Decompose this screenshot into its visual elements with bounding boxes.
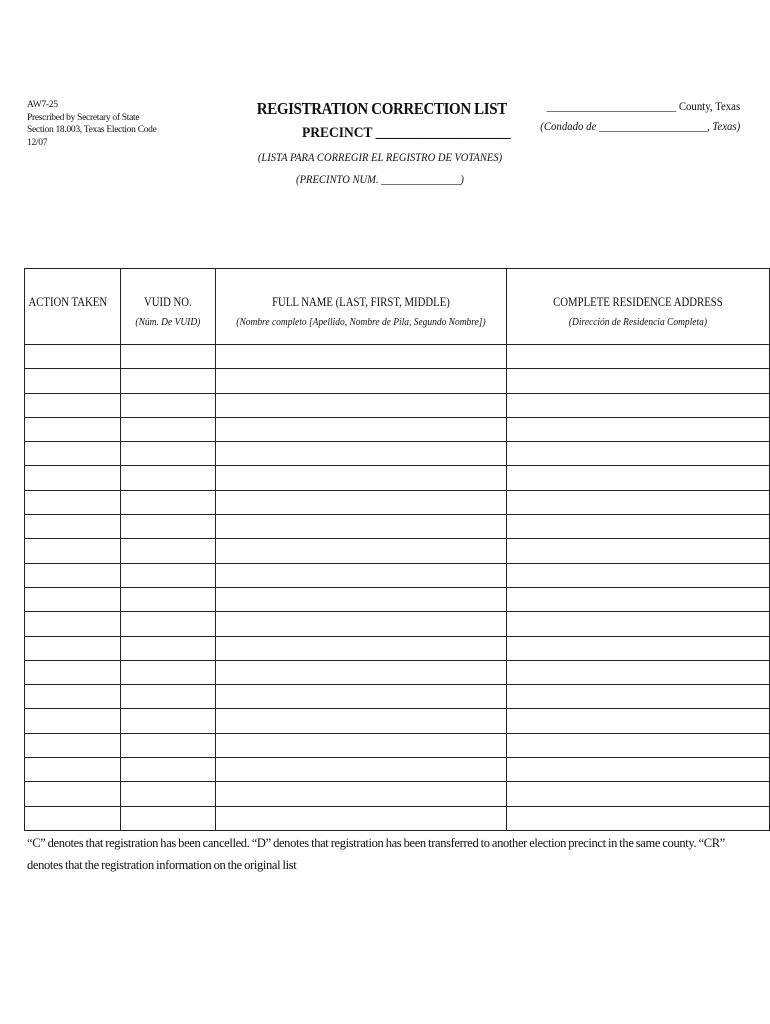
table-row bbox=[25, 490, 770, 514]
vuid-cell[interactable] bbox=[121, 636, 216, 660]
table-row bbox=[25, 709, 770, 733]
full-name-cell[interactable] bbox=[216, 733, 507, 757]
column-sublabel: (Dirección de Residencia Completa) bbox=[569, 316, 708, 328]
table-row bbox=[25, 782, 770, 806]
action-taken-cell[interactable] bbox=[25, 685, 121, 709]
address-cell[interactable] bbox=[507, 612, 770, 636]
table-row bbox=[25, 539, 770, 563]
column-sublabel: (Núm. De VUID) bbox=[135, 316, 201, 328]
full-name-cell[interactable] bbox=[216, 636, 507, 660]
address-cell[interactable] bbox=[507, 515, 770, 539]
action-taken-cell[interactable] bbox=[25, 345, 121, 369]
address-cell[interactable] bbox=[507, 466, 770, 490]
full-name-cell[interactable] bbox=[216, 417, 507, 441]
vuid-cell[interactable] bbox=[121, 442, 216, 466]
spanish-precinct-field[interactable]: (PRECINTO NUM. _______________) bbox=[296, 172, 464, 186]
vuid-cell[interactable] bbox=[121, 660, 216, 684]
action-taken-cell[interactable] bbox=[25, 806, 121, 830]
column-header-vuid bbox=[121, 269, 216, 345]
table-row bbox=[25, 587, 770, 611]
form-date: 12/07 bbox=[27, 137, 48, 148]
column-header-full-name bbox=[216, 269, 507, 345]
address-cell[interactable] bbox=[507, 758, 770, 782]
address-cell[interactable] bbox=[507, 563, 770, 587]
vuid-cell[interactable] bbox=[121, 515, 216, 539]
table-row bbox=[25, 685, 770, 709]
form-number: AW7-25 bbox=[27, 100, 58, 110]
full-name-cell[interactable] bbox=[216, 563, 507, 587]
table-row bbox=[25, 515, 770, 539]
vuid-cell[interactable] bbox=[121, 587, 216, 611]
full-name-cell[interactable] bbox=[216, 369, 507, 393]
vuid-cell[interactable] bbox=[121, 782, 216, 806]
action-taken-cell[interactable] bbox=[25, 612, 121, 636]
address-cell[interactable] bbox=[507, 587, 770, 611]
table-header-row bbox=[25, 269, 770, 345]
full-name-cell[interactable] bbox=[216, 442, 507, 466]
vuid-cell[interactable] bbox=[121, 466, 216, 490]
action-taken-cell[interactable] bbox=[25, 393, 121, 417]
table-row bbox=[25, 393, 770, 417]
action-taken-cell[interactable] bbox=[25, 587, 121, 611]
address-cell[interactable] bbox=[507, 660, 770, 684]
address-cell[interactable] bbox=[507, 442, 770, 466]
address-cell[interactable] bbox=[507, 417, 770, 441]
table-row bbox=[25, 345, 770, 369]
table-row bbox=[25, 612, 770, 636]
table-row bbox=[25, 660, 770, 684]
prescribed-by: Prescribed by Secretary of State bbox=[27, 112, 140, 123]
full-name-cell[interactable] bbox=[216, 466, 507, 490]
legal-section: Section 18.003, Texas Election Code bbox=[27, 125, 157, 135]
full-name-cell[interactable] bbox=[216, 612, 507, 636]
address-cell[interactable] bbox=[507, 369, 770, 393]
action-taken-cell[interactable] bbox=[25, 539, 121, 563]
action-taken-cell[interactable] bbox=[25, 490, 121, 514]
vuid-cell[interactable] bbox=[121, 345, 216, 369]
address-cell[interactable] bbox=[507, 782, 770, 806]
column-sublabel: (Nombre completo [Apellido, Nombre de Pila, Segundo Nombre]) bbox=[236, 316, 486, 328]
action-taken-cell[interactable] bbox=[25, 369, 121, 393]
column-label: COMPLETE RESIDENCE ADDRESS bbox=[553, 295, 723, 309]
form-identification bbox=[27, 99, 157, 149]
vuid-cell[interactable] bbox=[121, 369, 216, 393]
address-cell[interactable] bbox=[507, 733, 770, 757]
full-name-cell[interactable] bbox=[216, 345, 507, 369]
table-row bbox=[25, 442, 770, 466]
vuid-cell[interactable] bbox=[121, 490, 216, 514]
full-name-cell[interactable] bbox=[216, 490, 507, 514]
table-row bbox=[25, 758, 770, 782]
action-taken-cell[interactable] bbox=[25, 660, 121, 684]
footnote: “C” denotes that registration has been cancelled. “D” denotes that registration has been transferred to another election precinct in the same county. “CR” denotes that the registration information on the original list bbox=[27, 836, 725, 872]
full-name-cell[interactable] bbox=[216, 685, 507, 709]
action-taken-cell[interactable] bbox=[25, 709, 121, 733]
full-name-cell[interactable] bbox=[216, 758, 507, 782]
table-row bbox=[25, 733, 770, 757]
column-header-address bbox=[507, 269, 770, 345]
address-cell[interactable] bbox=[507, 636, 770, 660]
address-cell[interactable] bbox=[507, 685, 770, 709]
vuid-cell[interactable] bbox=[121, 612, 216, 636]
column-label: ACTION TAKEN bbox=[28, 295, 108, 309]
vuid-cell[interactable] bbox=[121, 417, 216, 441]
vuid-cell[interactable] bbox=[121, 733, 216, 757]
vuid-cell[interactable] bbox=[121, 806, 216, 830]
table-row bbox=[25, 369, 770, 393]
address-cell[interactable] bbox=[507, 490, 770, 514]
vuid-cell[interactable] bbox=[121, 393, 216, 417]
address-cell[interactable] bbox=[507, 806, 770, 830]
column-label: FULL NAME (LAST, FIRST, MIDDLE) bbox=[272, 295, 451, 309]
action-taken-cell[interactable] bbox=[25, 758, 121, 782]
county-field-spanish: (Condado de ____________________, Texas) bbox=[540, 119, 740, 133]
vuid-cell[interactable] bbox=[121, 758, 216, 782]
address-cell[interactable] bbox=[507, 345, 770, 369]
table-row bbox=[25, 417, 770, 441]
full-name-cell[interactable] bbox=[216, 709, 507, 733]
table-row bbox=[25, 563, 770, 587]
full-name-cell[interactable] bbox=[216, 539, 507, 563]
table-row bbox=[25, 466, 770, 490]
address-cell[interactable] bbox=[507, 393, 770, 417]
action-taken-cell[interactable] bbox=[25, 636, 121, 660]
full-name-cell[interactable] bbox=[216, 587, 507, 611]
address-cell[interactable] bbox=[507, 539, 770, 563]
correction-table bbox=[24, 268, 770, 831]
column-label: VUID NO. bbox=[144, 295, 193, 309]
page-title: REGISTRATION CORRECTION LIST bbox=[256, 99, 507, 118]
vuid-cell[interactable] bbox=[121, 563, 216, 587]
precinct-field[interactable]: PRECINCT ____________________ bbox=[302, 125, 511, 141]
full-name-cell[interactable] bbox=[216, 515, 507, 539]
action-taken-cell[interactable] bbox=[25, 466, 121, 490]
table-row bbox=[25, 806, 770, 830]
action-taken-cell[interactable] bbox=[25, 733, 121, 757]
spanish-title: (LISTA PARA CORREGIR EL REGISTRO DE VOTANES) bbox=[257, 150, 503, 164]
vuid-cell[interactable] bbox=[121, 539, 216, 563]
action-taken-cell[interactable] bbox=[25, 515, 121, 539]
full-name-cell[interactable] bbox=[216, 660, 507, 684]
action-taken-cell[interactable] bbox=[25, 563, 121, 587]
full-name-cell[interactable] bbox=[216, 782, 507, 806]
action-taken-cell[interactable] bbox=[25, 417, 121, 441]
vuid-cell[interactable] bbox=[121, 709, 216, 733]
action-taken-cell[interactable] bbox=[25, 782, 121, 806]
table-row bbox=[25, 636, 770, 660]
vuid-cell[interactable] bbox=[121, 685, 216, 709]
action-taken-cell[interactable] bbox=[25, 442, 121, 466]
address-cell[interactable] bbox=[507, 709, 770, 733]
full-name-cell[interactable] bbox=[216, 393, 507, 417]
table-body bbox=[25, 345, 770, 831]
county-field[interactable]: ________________________ County, Texas bbox=[546, 99, 740, 113]
column-header-action bbox=[25, 269, 121, 345]
full-name-cell[interactable] bbox=[216, 806, 507, 830]
